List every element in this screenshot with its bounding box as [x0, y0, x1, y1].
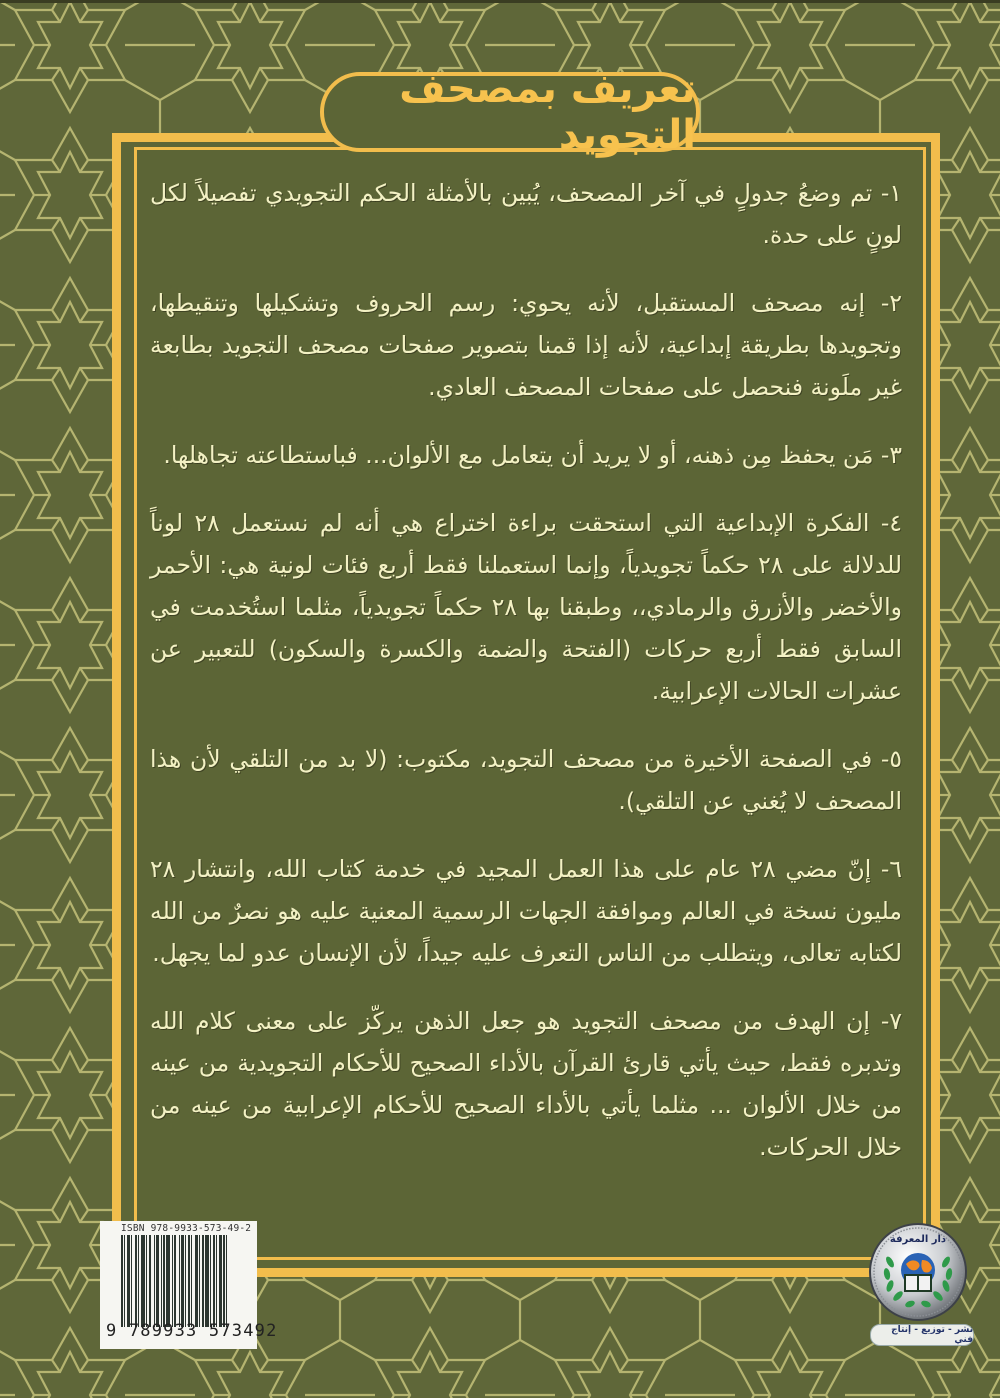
paragraph-6: ٦- إنّ مضي ٢٨ عام على هذا العمل المجيد في خدمة كتاب الله، وانتشار ٢٨ مليون نسخة في العالم وموافقة الجهات الرسمية المعنية عليه هو نصرٌ من الله لكتابه تعالى، ويتطلب من الناس التعرف عليه جيداً، لأن الإنسان عدو لما يجهل. — [150, 855, 902, 967]
paragraph-7: ٧- إن الهدف من مصحف التجويد هو جعل الذهن يركّز على معنى كلام الله وتدبره فقط، حيث يأتي قارئ القرآن بالأداء الصحيح للأحكام التجويدية من عينه من خلال الألوان ... مثلما يأتي بالأداء الصحيح للأحكام الإعرابية من عينه من خلال الحركات. — [150, 1007, 902, 1161]
ean-digits: 9 789933 573492 — [106, 1321, 278, 1341]
barcode-bars — [121, 1235, 249, 1327]
isbn-label: ISBN 978-9933-573-49-2 — [121, 1223, 252, 1234]
isbn-barcode — [100, 1221, 278, 1349]
paragraph-3: ٣- مَن يحفظ مِن ذهنه، أو لا يريد أن يتعامل مع الألوان... فباستطاعته تجاهلها. — [163, 441, 902, 469]
title-banner — [320, 66, 700, 158]
paragraph-4: ٤- الفكرة الإبداعية التي استحقت براءة اختراع هي أنه لم نستعمل ٢٨ لوناً للدلالة على ٢٨ حكماً تجويدياً، وإنما استعملنا فقط أربع فئات لونية هي: الأحمر والأخضر والأزرق والرمادي،، وطبقنا بها ٢٨ حكماً تجويدياً، مثلما استُخدمت في السابق فقط أربع حركات (الفتحة والضمة والكسرة والسكون) للتعبير عن عشرات الحالات الإعرابية. — [150, 509, 903, 705]
paragraph-2: ٢- إنه مصحف المستقبل، لأنه يحوي: رسم الحروف وتشكيلها وتنقيطها، وتجويدها بطريقة إبداعية، لأنه إذا قمنا بتصوير صفحات مصحف التجويد بطابعة غير ملَونة فنحصل على صفحات المصحف العادي. — [150, 289, 902, 401]
description-text — [150, 172, 902, 1194]
paragraph-5: ٥- في الصفحة الأخيرة من مصحف التجويد، مكتوب: (لا بد من التلقي لأن هذا المصحف لا يُغني عن التلقي). — [150, 745, 902, 815]
cover-title: تعريف بمصحف التجويد — [399, 66, 696, 158]
paragraph-1: ١- تم وضعُ جدولٍ في آخر المصحف، يُبين بالأمثلة الحكم التجويدي تفصيلاً لكل لونٍ على حدة. — [150, 179, 902, 249]
publisher-name: دار المعرفة — [889, 1234, 947, 1245]
publisher-tagline: نشر - توزيع - إنتاج فني — [870, 1324, 974, 1346]
publisher-emblem-icon — [868, 1222, 968, 1322]
